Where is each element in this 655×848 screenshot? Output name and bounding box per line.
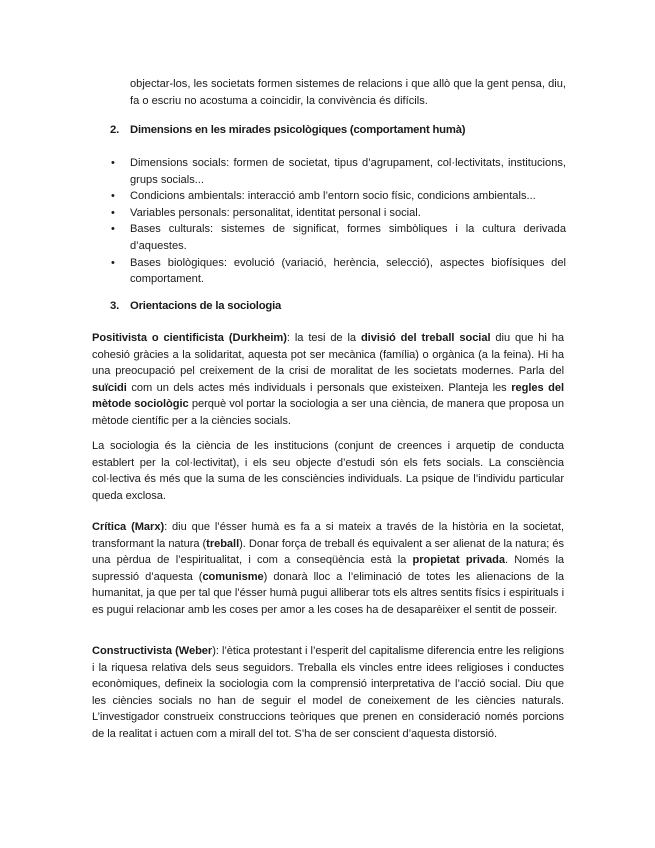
section-3-heading: [110, 300, 281, 312]
bullet-icon: •: [111, 157, 115, 169]
positivista-label: Positivista o cientificista (Durkheim): [92, 332, 287, 344]
list-item: • Bases biològiques: evolució (variació, herència, selecció), aspectes biofísiques del comportament.: [111, 256, 566, 286]
bullet-icon: •: [111, 223, 115, 236]
key-term: comunisme: [202, 570, 264, 583]
bullet-icon: •: [111, 206, 115, 219]
positivista-paragraph: Positivista o cientificista (Durkheim): la tesi de la divisió del treball social diu que hi ha cohesió gràcies a la solidaritat, aquesta pot ser mecànica (família) o orgànica (a la feina). Hi ha una preocupació pel creixement de la crisi de moralitat de les societats modernes. Parla del suïcidi com un dels actes més individuals i personals que existeixen. Planteja les regles del mètode sociològic perquè vol portar la sociologia a ser una ciència, de manera que proposa un mètode científic per a la ciències socials.: [92, 332, 564, 427]
list-item: • Dimensions socials: formen de societat, tipus d’agrupament, col·lectivitats, institucions, grups socials...: [111, 157, 566, 186]
section-2-title: Dimensions en les mirades psicològiques (comportament humà): [130, 124, 466, 136]
key-term: divisió del treball social: [360, 332, 491, 344]
list-item: • Bases culturals: sistemes de significat, formes simbòliques i la cultura derivada d’aquestes.: [111, 223, 566, 252]
intro-continuation: objectar-los, les societats formen sistemes de relacions i que allò que la gent pensa, diu, fa o escriu no acostuma a coincidir, la convivència és difícils.: [130, 78, 566, 107]
section-3-number: 3.: [110, 300, 120, 312]
institucions-paragraph: La sociologia és la ciència de les institucions (conjunt de creences i arquetip de conducta establert per la col·lectivitat), i els seu objecte d’estudi són els fets socials. La consciència col·lectiva és més que la suma de les consciències individuals. La psique de l’individu particular queda exclosa.: [92, 440, 564, 502]
section-2-heading: [110, 124, 465, 136]
list-item: • Condicions ambientals: interacció amb l’entorn socio físic, condicions ambientals...: [110, 188, 566, 205]
key-term: propietat privada: [412, 554, 505, 567]
constructivista-label: Constructivista (Weber: [92, 645, 213, 657]
bullet-icon: •: [111, 190, 115, 203]
key-term: treball: [206, 537, 240, 550]
section-2-number: 2.: [110, 124, 120, 136]
key-term: suïcidi: [92, 381, 127, 394]
section-3-title: Orientacions de la sociologia: [130, 300, 282, 312]
critica-paragraph: Crítica (Marx): diu que l’ésser humà es fa a si mateix a través de la història en la societat, transformant la natura (treball). Donar força de treball és equivalent a ser alienat de la natura; és una pèrdua de l’espiritualitat, i com a conseqüència està la propietat privada. Només la supressió d’aquesta (comunisme) donarà lloc a l’eliminació de totes les alienacions de la humanitat, ja que per tal que l’ésser humà pugui alliberar tots els altres sentits físics i espirituals i es pugui relacionar amb les coses per amor a les coses ha de desaparèixer el sentit de posseir.: [92, 521, 565, 616]
list-item: • Variables personals: personalitat, identitat personal i social.: [110, 205, 566, 222]
critica-label: Crítica (Marx): [92, 521, 165, 533]
key-term: regles del mètode sociològic: [92, 381, 564, 411]
constructivista-paragraph: Constructivista (Weber): l’ètica protestant i l’esperit del capitalisme diferencia entre les religions i la riquesa relativa dels seus seguidors. Treballa els vincles entre idees religioses i conductes econòmiques, defineix la sociologia com la comprensió interpretativa de l’acció social. Diu que les ciències socials no han de seguir el model de coneixement de les ciències naturals. L’investigador construeix construccions teòriques que prenen en consideració només porcions de la realitat i actuen com a mirall del tot. S’ha de ser conscient d’aquesta distorsió.: [92, 645, 564, 740]
bullet-icon: •: [111, 256, 115, 269]
dimensions-list: [110, 155, 566, 288]
